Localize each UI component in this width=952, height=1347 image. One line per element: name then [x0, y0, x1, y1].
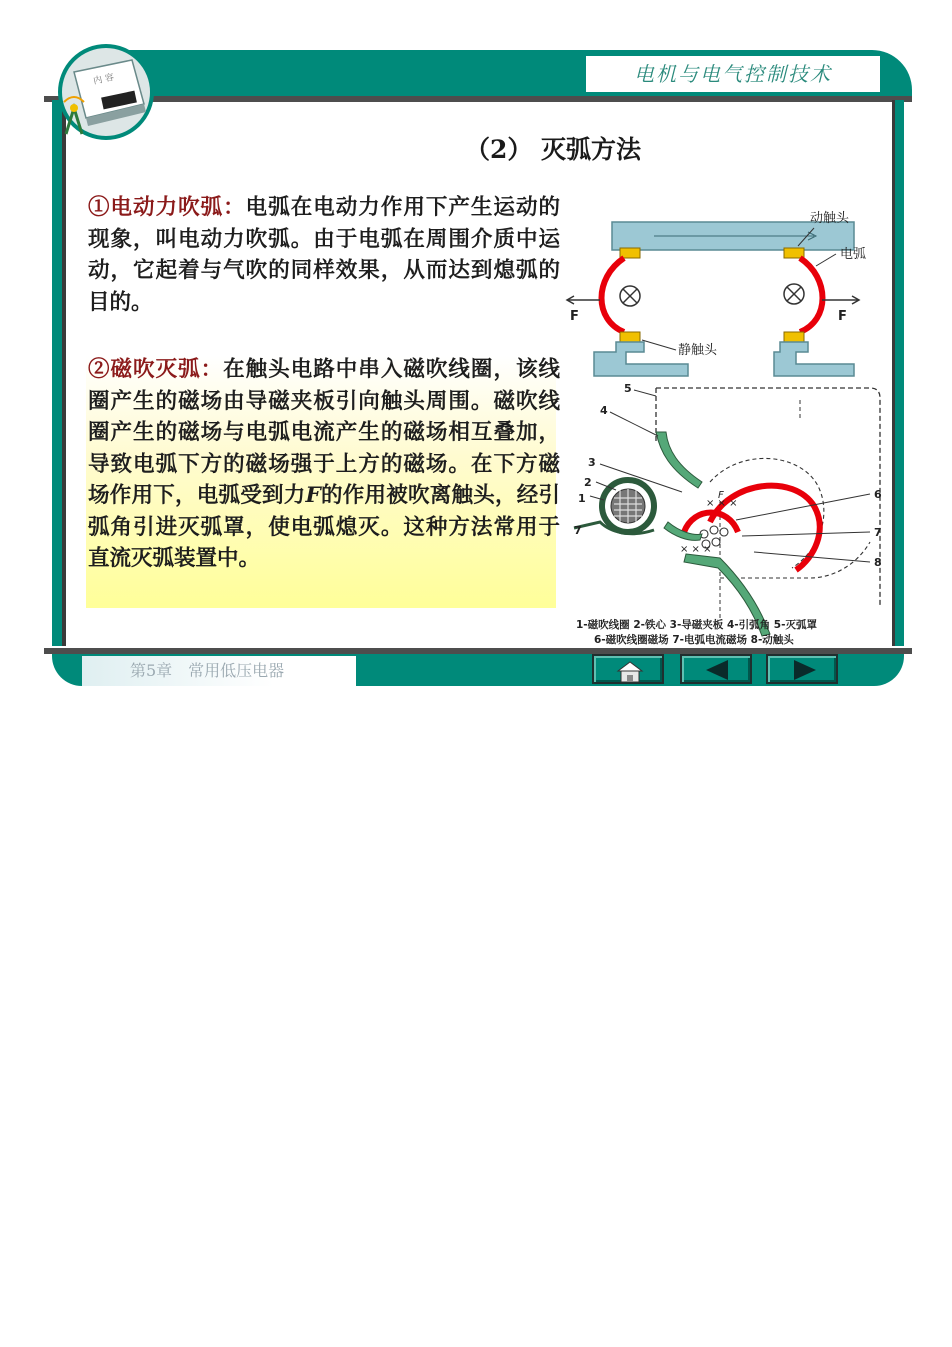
paragraph-magnetic-blowout	[88, 354, 560, 575]
force-label-left: F	[570, 309, 579, 324]
slide-content	[66, 102, 892, 646]
paragraph-2-lead: ②磁吹灭弧：	[88, 357, 224, 382]
triangle-left-icon	[682, 656, 754, 686]
logo-book-text: 内 容	[92, 72, 116, 87]
paragraph-electrodynamic-blowout	[88, 192, 560, 318]
arc-horn-upper	[656, 432, 702, 488]
figure-magnetic-blowout	[570, 382, 886, 650]
cross-marks-top: × × ×	[706, 498, 738, 509]
previous-button[interactable]	[680, 654, 752, 684]
cross-circle-right-icon	[784, 284, 804, 304]
course-title: 电机与电气控制技术	[586, 56, 880, 92]
home-button[interactable]	[592, 654, 664, 684]
triangle-right-icon	[768, 656, 840, 686]
number-2: 2	[584, 476, 592, 489]
paragraph-1-lead: ①电动力吹弧：	[88, 195, 246, 220]
number-1: 1	[578, 492, 586, 505]
home-icon	[594, 656, 666, 686]
right-frame-line	[892, 100, 895, 646]
figure-caption-line1: 1-磁吹线圈 2-铁心 3-导磁夹板 4-引弧角 5-灭弧罩	[576, 619, 817, 631]
slide-frame	[44, 42, 912, 694]
static-contact-left	[620, 332, 640, 342]
number-7: 7	[874, 526, 882, 539]
paragraph-1-text: 电弧在电动力作用下产生运动的现象，叫电动力吹弧。由于电弧在周围介质中运动，它起着与气吹的同样效果，从而达到熄弧的目的。	[88, 195, 560, 315]
figure-electrodynamic-blowout	[564, 208, 884, 378]
static-bracket-right	[774, 342, 854, 376]
label-arc: 电弧	[840, 247, 867, 262]
static-contact-horn	[664, 522, 702, 540]
logo	[44, 42, 162, 142]
chapter-label: 第5章 常用低压电器	[82, 656, 356, 686]
static-bracket-left	[594, 342, 688, 376]
paragraph-2-text-b: 的作用被吹离触头，经引弧角引进灭弧罩，使电弧熄灭。这种方法常用于直流灭弧装置中。	[88, 483, 560, 571]
label-moving-contact: 动触头	[810, 211, 850, 226]
force-label-right: F	[838, 309, 847, 324]
left-frame-line	[62, 100, 66, 646]
label-static-contact: 静触头	[678, 343, 718, 358]
slide-heading: （2） 灭弧方法	[464, 135, 642, 164]
figure-caption-line2: 6-磁吹线圈磁场 7-电弧电流磁场 8-动触头	[594, 634, 794, 646]
force-symbol: F	[305, 483, 321, 508]
paragraph-2-text-a: 在触头电路中串入磁吹线圈，该线圈产生的磁场由导磁夹板引向触头周围。磁吹线圈产生的磁场与电弧电流产生的磁场相互叠加，导致电弧下方的磁场强于上方的磁场。在下方磁场作用下，电弧受到力	[88, 357, 560, 508]
number-3: 3	[588, 456, 596, 469]
number-4: 4	[600, 404, 608, 417]
force-mark: F	[718, 490, 724, 501]
number-8: 8	[874, 556, 882, 569]
number-7-left: 7	[574, 524, 582, 537]
cross-circle-left-icon	[620, 286, 640, 306]
number-6: 6	[874, 488, 882, 501]
cross-marks-bottom: × × ×	[680, 544, 712, 555]
static-contact-right	[784, 332, 804, 342]
arc-chute-outline	[656, 388, 880, 606]
next-button[interactable]	[766, 654, 838, 684]
number-5: 5	[624, 382, 632, 395]
